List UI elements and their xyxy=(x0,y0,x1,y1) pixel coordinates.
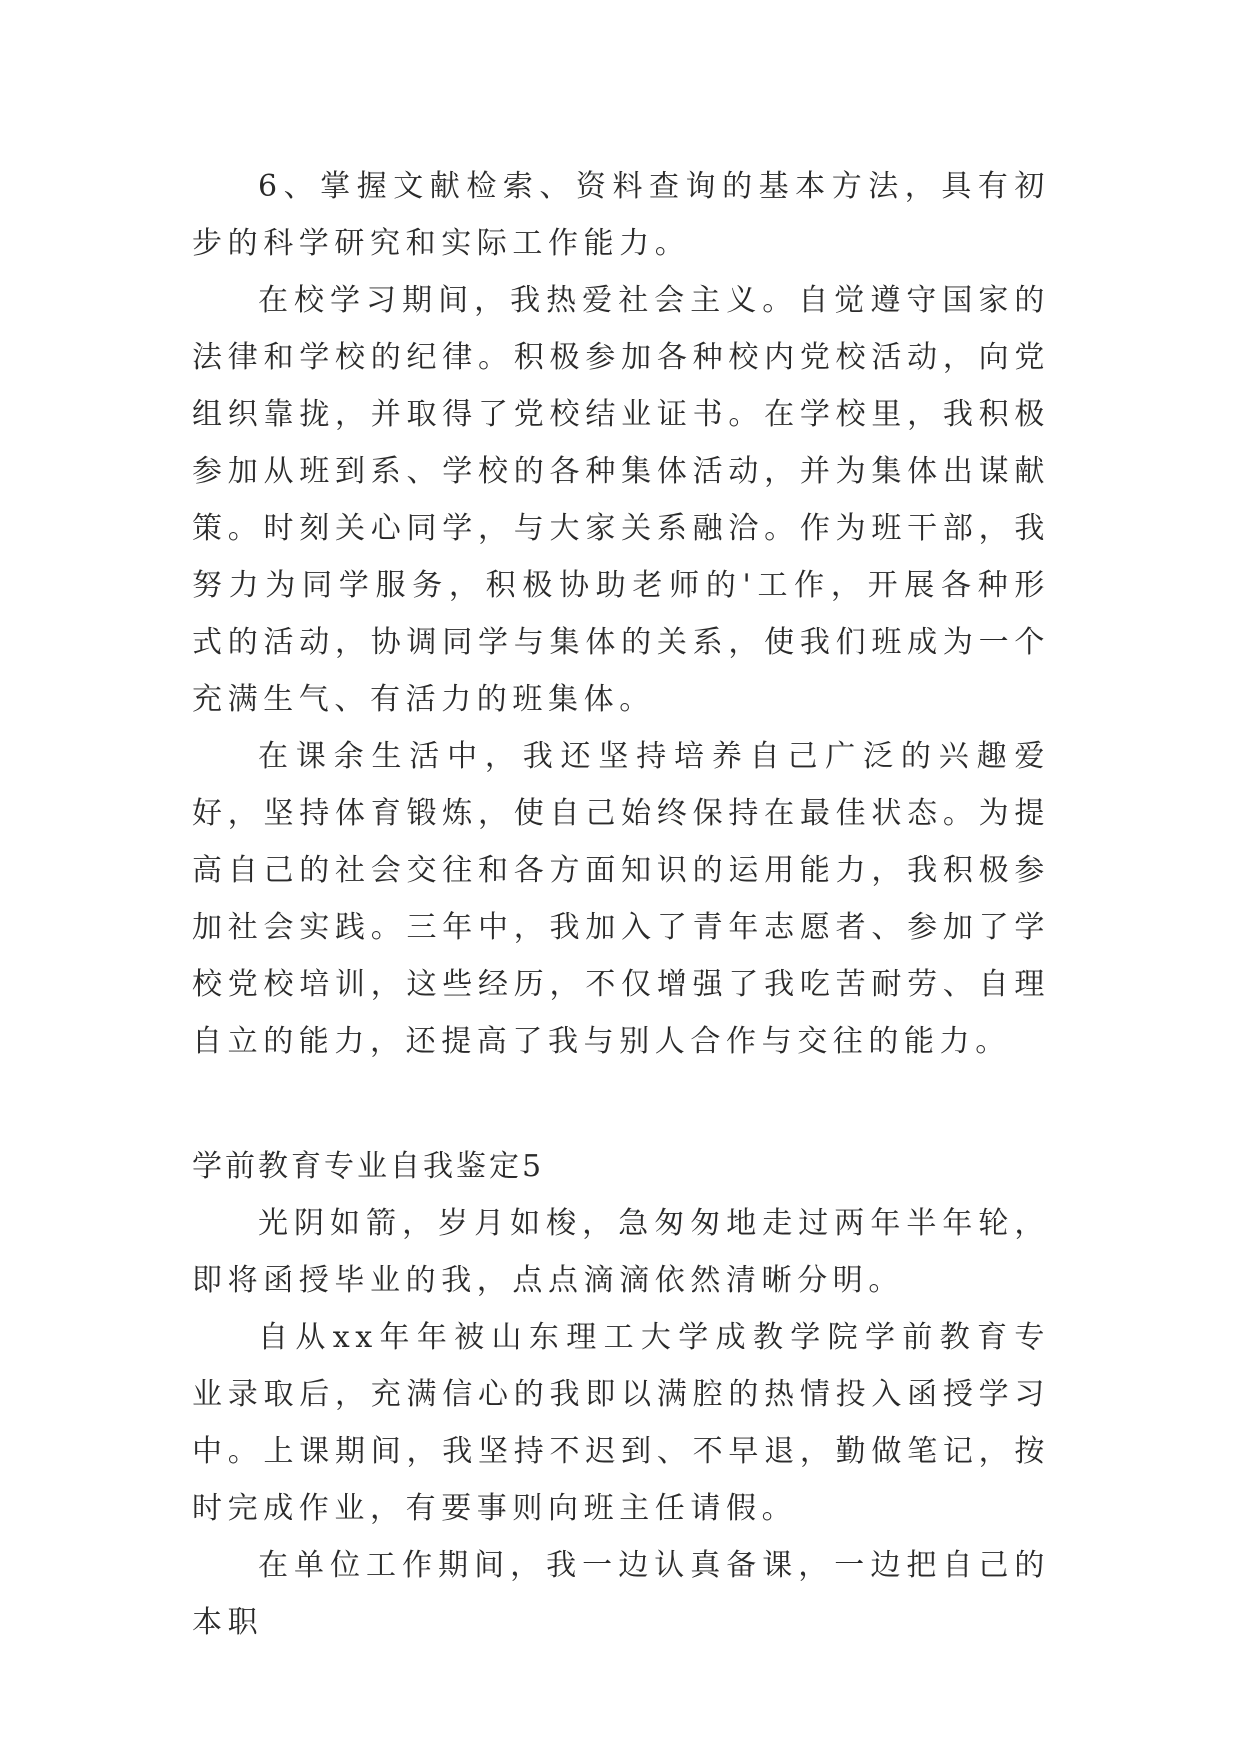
paragraph-skills: 6、掌握文献检索、资料查询的基本方法，具有初步的科学研究和实际工作能力。 xyxy=(192,169,1050,261)
paragraph-extracurricular: 在课余生活中，我还坚持培养自己广泛的兴趣爱好，坚持体育锻炼，使自己始终保持在最佳状态。为提高自己的社会交往和各方面知识的运用能力，我积极参加社会实践。三年中，我加入了青年志愿者、参加了学校党校培训，这些经历，不仅增强了我吃苦耐劳、自理自立的能力，还提高了我与别人合作与交往的能力。 xyxy=(192,739,1050,1059)
paragraph-work: 在单位工作期间，我一边认真备课，一边把自己的本职 xyxy=(192,1548,1050,1640)
paragraph-school-life: 在校学习期间，我热爱社会主义。自觉遵守国家的法律和学校的纪律。积极参加各种校内党校活动，向党组织靠拢，并取得了党校结业证书。在学校里，我积极参加从班到系、学校的各种集体活动，并为集体出谋献策。时刻关心同学，与大家关系融洽。作为班干部，我努力为同学服务，积极协助老师的'工作，开展各种形式的活动，协调同学与集体的关系，使我们班成为一个充满生气、有活力的班集体。 xyxy=(192,283,1050,717)
section-gap xyxy=(192,1070,1050,1138)
paragraph-time-flies: 光阴如箭，岁月如梭，急匆匆地走过两年半年轮，即将函授毕业的我，点点滴滴依然清晰分明。 xyxy=(192,1206,1050,1298)
paragraph-admission: 自从xx年年被山东理工大学成教学院学前教育专业录取后，充满信心的我即以满腔的热情投入函授学习中。上课期间，我坚持不迟到、不早退，勤做笔记，按时完成作业，有要事则向班主任请假。 xyxy=(192,1320,1050,1526)
document-page xyxy=(192,158,1050,1651)
section-heading: 学前教育专业自我鉴定5 xyxy=(192,1149,545,1184)
